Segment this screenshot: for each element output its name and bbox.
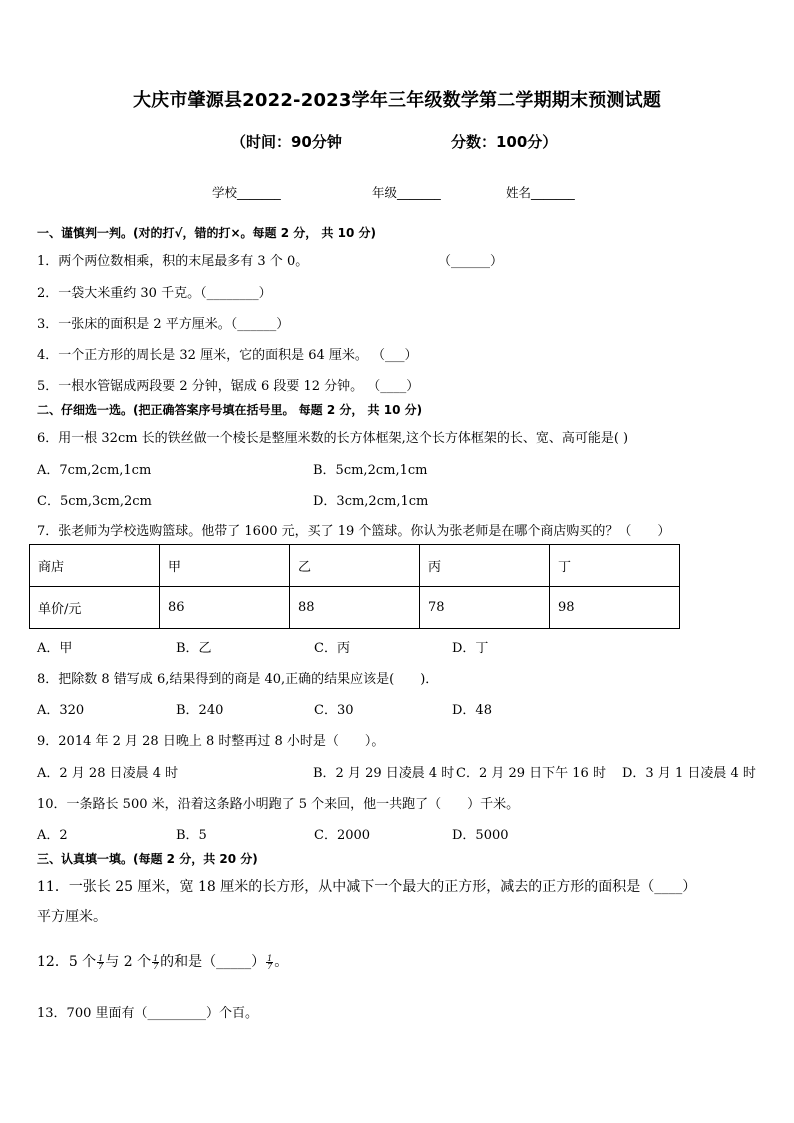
question-10: 10．一条路长 500 米，沿着这条路小明跑了 5 个来回，他一共跑了（ ）千米。 [37, 797, 520, 812]
question-9: 9．2014 年 2 月 28 日晚上 8 时整再过 8 小时是（ ）。 [37, 734, 385, 749]
q6-option-c[interactable]: C．5cm,3cm,2cm [37, 494, 152, 509]
section2-heading: 二、仔细选一选。(把正确答案序号填在括号里。 每题 2 分， 共 10 分) [37, 403, 423, 417]
question-11-cont: 平方厘米。 [37, 909, 107, 925]
question-8: 8．把除数 8 错写成 6,结果得到的商是 40,正确的结果应该是( )． [37, 672, 439, 687]
q6-option-d[interactable]: D．3cm,2cm,1cm [313, 494, 429, 509]
name-field[interactable]: 姓名_______ [506, 185, 575, 200]
question-13: 13．700 里面有（_________）个百。 [37, 1006, 258, 1021]
school-field[interactable]: 学校_______ [212, 185, 281, 200]
q9-option-b[interactable]: B．2 月 29 日凌晨 4 时 [313, 766, 455, 781]
question-12 [37, 951, 288, 971]
fraction-one-seventh: $\frac{1}{7}$ [153, 953, 159, 971]
q10-option-c[interactable]: C．2000 [314, 828, 371, 843]
table-cell: 甲 [160, 545, 290, 587]
q7-option-d[interactable]: D．丁 [452, 641, 489, 656]
q10-option-a[interactable]: A．2 [37, 828, 68, 843]
q7-option-a[interactable]: A．甲 [37, 641, 73, 656]
table-cell: 单价/元 [30, 587, 160, 629]
q8-option-b[interactable]: B．240 [176, 703, 224, 718]
q9-option-a[interactable]: A．2 月 28 日凌晨 4 时 [37, 766, 179, 781]
question-5: 5．一根水管锯成两段要 2 分钟，锯成 6 段要 12 分钟。 （____） [37, 379, 420, 394]
section3-heading: 三、认真填一填。(每题 2 分，共 20 分) [37, 852, 258, 866]
q8-option-a[interactable]: A．320 [37, 703, 85, 718]
table-cell: 商店 [30, 545, 160, 587]
table-row [30, 587, 680, 629]
question-6: 6．用一根 32cm 长的铁丝做一个棱长是整厘米数的长方体框架,这个长方体框架的长、宽、高可能是( ) [37, 431, 629, 446]
page-title: 大庆市肇源县2022-2023学年三年级数学第二学期期末预测试题 [132, 90, 662, 111]
q12-part-d: 。 [274, 954, 289, 970]
table-cell: 98 [550, 587, 680, 629]
q7-option-c[interactable]: C．丙 [314, 641, 350, 656]
grade-field[interactable]: 年级_______ [372, 185, 441, 200]
exam-time: （时间：90分钟 [231, 133, 342, 151]
price-table [29, 544, 680, 629]
q8-option-c[interactable]: C．30 [314, 703, 354, 718]
table-cell: 86 [160, 587, 290, 629]
q10-option-b[interactable]: B．5 [176, 828, 207, 843]
section1-heading: 一、谨慎判一判。(对的打√，错的打×。每题 2 分， 共 10 分) [37, 226, 376, 240]
question-7: 7．张老师为学校选购篮球。他带了 1600 元，买了 19 个篮球。你认为张老师是在哪个商店购买的？（ ） [37, 524, 671, 539]
question-3: 3．一张床的面积是 2 平方厘米。（______） [37, 317, 290, 332]
fraction-one-seventh: $\frac{1}{7}$ [98, 953, 104, 971]
q9-option-d[interactable]: D．3 月 1 日凌晨 4 时 [622, 766, 756, 781]
fraction-one-seventh: $\frac{1}{7}$ [267, 953, 273, 971]
q12-part-c: 的和是（_____） [160, 954, 266, 970]
table-cell: 乙 [290, 545, 420, 587]
table-cell: 丁 [550, 545, 680, 587]
table-row [30, 545, 680, 587]
q12-part-b: 与 2 个 [105, 954, 152, 970]
q6-option-b[interactable]: B．5cm,2cm,1cm [313, 463, 428, 478]
exam-score: 分数：100分） [451, 133, 558, 151]
q10-option-d[interactable]: D．5000 [452, 828, 509, 843]
table-cell: 78 [420, 587, 550, 629]
question-1: 1．两个两位数相乘，积的末尾最多有 3 个 0。 [37, 254, 309, 269]
table-cell: 88 [290, 587, 420, 629]
q12-part-a: 12．5 个 [37, 954, 97, 970]
q6-option-a[interactable]: A．7cm,2cm,1cm [37, 463, 152, 478]
question-1-blank[interactable]: （______） [438, 254, 504, 269]
question-2: 2．一袋大米重约 30 千克。（________） [37, 286, 272, 301]
table-cell: 丙 [420, 545, 550, 587]
q8-option-d[interactable]: D．48 [452, 703, 492, 718]
q7-option-b[interactable]: B．乙 [176, 641, 212, 656]
question-11: 11．一张长 25 厘米，宽 18 厘米的长方形，从中减下一个最大的正方形，减去的正方形的面积是（____） [37, 879, 697, 895]
q9-option-c[interactable]: C．2 月 29 日下午 16 时 [456, 766, 606, 781]
question-4: 4．一个正方形的周长是 32 厘米，它的面积是 64 厘米。 （___） [37, 348, 418, 363]
